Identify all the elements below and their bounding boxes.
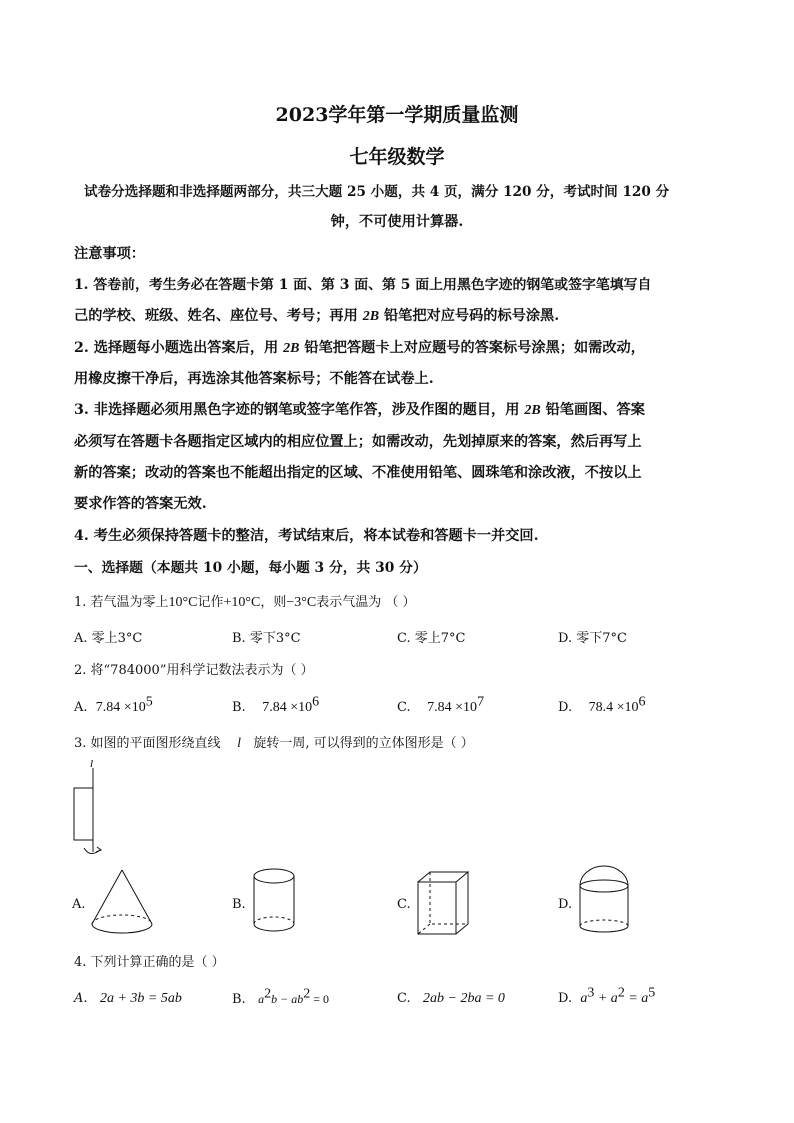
q2-a-exp: 5 <box>145 694 153 710</box>
q3-rotation-figure <box>66 760 116 865</box>
note-4: 4. 考生必须保持答题卡的整洁，考试结束后，将本试卷和答题卡一并交回. <box>74 528 539 544</box>
q1-option-b: B. 零下3°C <box>232 631 301 646</box>
q1-stem-c: ，则 <box>260 595 287 610</box>
rotation-arrowhead <box>96 847 101 852</box>
q1-option-d: D. 零下7°C <box>558 631 627 646</box>
q4-option-c <box>397 990 505 1008</box>
note-3-line-2: 必须写在答题卡各题指定区域内的相应位置上；如需改动，先划掉原来的答案，然后再写上 <box>74 434 642 450</box>
cuboid-right <box>456 872 468 934</box>
q2-c-label: C. <box>397 700 411 715</box>
note-1-line-1: 1. 答卷前，考生务必在答题卡第 1 面、第 3 面、第 5 面上用黑色字迹的钢笔或签字笔填写自 <box>74 277 652 293</box>
q1-stem-d: 表示气温为 （ ） <box>316 595 416 610</box>
q2-c-base: 7.84 ×10 <box>427 700 478 715</box>
cuboid-front <box>418 882 456 934</box>
note-2-line-1 <box>74 338 645 359</box>
capsule-figure <box>576 862 636 942</box>
q4-stem: 4. 下列计算正确的是（ ） <box>74 955 225 970</box>
capsule-base-back <box>580 920 628 926</box>
q4-c-expr: 2ab − 2ba = 0 <box>423 991 505 1006</box>
note-1-pencil: 2B <box>362 309 380 324</box>
q4-a-label: A. <box>74 991 88 1006</box>
section-1-heading: 一、选择题（本题共 10 小题，每小题 3 分，共 30 分） <box>74 560 427 576</box>
q2-b-exp: 6 <box>312 694 320 710</box>
cuboid-top <box>418 872 468 882</box>
cone-figure <box>88 866 158 942</box>
cone-right-edge <box>122 870 152 924</box>
cuboid-hidden-edges <box>430 872 468 924</box>
q2-d-exp: 6 <box>638 694 646 710</box>
q2-b-label: B. <box>232 700 246 715</box>
q2-a-base: 7.84 ×10 <box>95 700 146 715</box>
axis-l-label: l <box>90 758 94 770</box>
q1-option-a: A. 零上3°C <box>74 631 143 646</box>
hemisphere-top <box>580 866 628 886</box>
q2-option-c <box>397 694 485 717</box>
note-1-text-a: 己的学校、班级、姓名、座位号、考号；再用 <box>74 308 363 324</box>
intro-line-2: 钟，不可使用计算器. <box>330 214 464 230</box>
q3-math-l: l <box>237 736 241 751</box>
cone-base-back <box>92 915 152 924</box>
q2-option-d <box>558 694 646 717</box>
q3-option-b: B. <box>232 897 246 912</box>
note-1-text-b: 铅笔把对应号码的标号涂黑. <box>379 308 560 324</box>
q4-d-e1: 3 <box>587 985 595 1001</box>
note-3-text-a: 3. 非选择题必须用黑色字迹的钢笔或签字笔作答，涉及作图的题目，用 <box>74 402 525 418</box>
q4-option-a <box>74 990 182 1008</box>
capsule-base-front <box>580 926 628 932</box>
q1-stem-a: 1. 若气温为零上 <box>74 595 169 610</box>
q1-stem-b: 记作 <box>197 595 224 610</box>
note-3-line-3: 新的答案；改动的答案也不能超出指定的区域、不准使用铅笔、圆珠笔和涂改液，不按以上 <box>74 465 642 481</box>
q3-stem <box>74 735 474 753</box>
cylinder-figure <box>250 866 300 942</box>
q4-d-e3: 5 <box>648 985 656 1001</box>
q3-stem-a: 3. 如图的平面图形绕直线 <box>74 736 221 751</box>
notes-heading: 注意事项： <box>74 246 145 262</box>
cylinder-base-back <box>254 917 294 924</box>
q2-b-base: 7.84 ×10 <box>262 700 313 715</box>
q1-math-3: −3°C <box>286 595 317 610</box>
q4-b-b: b − ab <box>271 992 304 1006</box>
paper-subtitle: 七年级数学 <box>349 146 445 168</box>
note-3-line-4: 要求作答的答案无效. <box>74 496 207 512</box>
q2-d-base: 78.4 ×10 <box>588 700 639 715</box>
paper-title: 2023学年第一学期质量监测 <box>275 104 519 126</box>
q2-option-b <box>232 694 320 717</box>
q2-stem: 2. 将“784000”用科学记数法表示为（ ） <box>74 663 314 678</box>
q4-d-e2: 2 <box>617 985 625 1001</box>
note-2-pencil: 2B <box>283 341 300 356</box>
cylinder-top <box>254 869 294 883</box>
note-2-text-a: 2. 选择题每小题选出答案后，用 <box>74 340 284 356</box>
q1-option-c: C. 零上7°C <box>397 631 466 646</box>
note-2-text-b: 铅笔把答题卡上对应题号的答案标号涂黑；如需改动， <box>299 340 645 356</box>
q2-a-label: A. <box>74 700 88 715</box>
rotation-arrow <box>84 848 100 854</box>
note-2-line-2: 用橡皮擦干净后，再选涂其他答案标号；不能答在试卷上. <box>74 371 434 387</box>
cylinder-base-front <box>254 924 294 931</box>
note-3-text-b: 铅笔画图、答案 <box>540 402 645 418</box>
q4-b-a: a <box>258 992 265 1006</box>
intro-line-1: 试卷分选择题和非选择题两部分，共三大题 25 小题，共 4 页，满分 120 分，考试时间 120 分 <box>84 184 670 200</box>
q3-option-a: A. <box>72 897 86 912</box>
q3-stem-b: 旋转一周, 可以得到的立体图形是（ ） <box>253 736 474 751</box>
q3-option-d: D. <box>558 897 573 912</box>
q4-d-a: a <box>580 991 588 1006</box>
q2-c-exp: 7 <box>477 694 485 710</box>
q4-c-label: C. <box>397 991 411 1006</box>
q4-option-b <box>232 986 329 1009</box>
q1-math-1: 10°C <box>168 595 198 610</box>
q4-b-label: B. <box>232 992 246 1007</box>
q2-d-label: D. <box>558 700 573 715</box>
q1-stem <box>74 594 415 612</box>
q4-d-c: = a <box>624 991 649 1006</box>
q3-option-c: C. <box>397 897 411 912</box>
q4-a-expr: 2a + 3b = 5ab <box>99 991 182 1006</box>
q4-b-exp1: 2 <box>264 986 272 1002</box>
plane-rectangle <box>74 788 93 840</box>
cuboid-figure <box>414 868 474 944</box>
cone-base-front <box>92 924 152 933</box>
cuboid-hidden-diag <box>418 924 430 934</box>
q4-d-label: D. <box>558 991 573 1006</box>
hemisphere-rim <box>580 880 628 892</box>
q2-option-a <box>74 694 153 717</box>
note-3-line-1 <box>74 400 645 421</box>
q4-d-b: + a <box>594 991 618 1006</box>
q4-option-d <box>558 985 656 1008</box>
q4-b-exp2: 2 <box>303 986 311 1002</box>
note-1-line-2 <box>74 306 559 327</box>
q4-b-c: = 0 <box>310 992 329 1006</box>
note-3-pencil: 2B <box>524 403 541 418</box>
q1-math-2: +10°C <box>223 595 261 610</box>
